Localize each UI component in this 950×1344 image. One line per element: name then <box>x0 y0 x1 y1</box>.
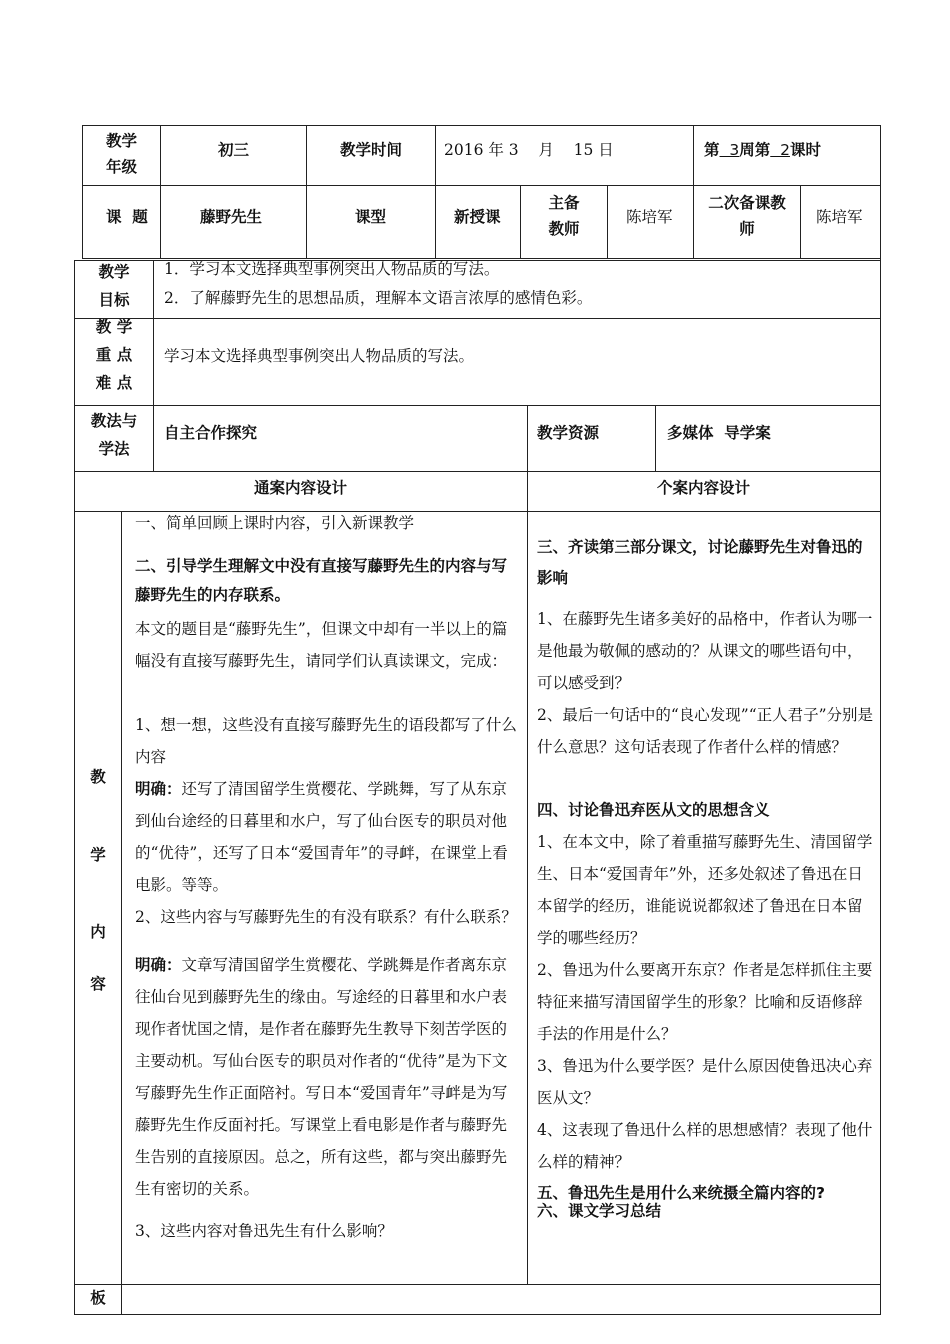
week-mid: 周第 <box>739 141 771 159</box>
resource-value: 多媒体 导学案 <box>667 424 771 442</box>
lesson-suffix: 课时 <box>789 141 821 159</box>
right-p6: 2、鲁迅为什么要离开东京？作者是怎样抓住主要特征来描写清国留学生的形象？比喻和反语修辞手法的作用是什么？ <box>537 961 873 1043</box>
topic-value: 藤野先生 <box>200 208 263 226</box>
right-column-header: 个案内容设计 <box>656 479 750 497</box>
key-label-1: 教 学 <box>95 318 133 336</box>
second-teacher-label: 二次备课教 师 <box>708 194 786 238</box>
date-value: 2016 年 3 月 15 日 <box>444 141 614 159</box>
right-p10: 六、课文学习总结 <box>537 1202 662 1220</box>
right-p4: 四、讨论鲁迅弃医从文的思想含义 <box>537 801 770 819</box>
left-p7-label: 明确： <box>135 955 182 974</box>
topic-label: 课 题 <box>106 208 148 226</box>
left-p7-text: 文章写清国留学生赏樱花、学跳舞是作者离东京往仙台见到藤野先生的缘由。写途经的日暮里和水户表现作者忧国之情，是作者在藤野先生教导下刻苦学医的主要动机。写仙台医专的职员对作者的“优待”是为下文写藤野先生作正面陪衬。写日本“爱国青年”寻衅是为写藤野先生作反面衬托。写课堂上看电影是作者与藤野先生告别的直接原因。总之，所有这些，都与突出藤野先生有密切的关系。 <box>135 956 508 1198</box>
main-teacher-value: 陈培军 <box>626 208 673 226</box>
right-p8: 4、这表现了鲁迅什么样的思想感情？表现了他什么样的精神？ <box>537 1121 873 1171</box>
content-label-4: 容 <box>90 975 106 993</box>
left-p2: 二、引导学生理解文中没有直接写藤野先生的内容与写藤野先生的内存联系。 <box>135 557 508 604</box>
content-label-2: 学 <box>90 846 106 864</box>
left-p5 <box>135 773 521 901</box>
right-p3: 2、最后一句话中的“良心发现”“正人君子”分别是什么意思？这句话表现了作者什么样的情感？ <box>537 706 874 756</box>
left-p5-label: 明确： <box>135 779 182 798</box>
content-label-1: 教 <box>90 768 106 786</box>
left-p8: 3、这些内容对鲁迅先生有什么影响？ <box>135 1222 393 1240</box>
right-p5: 1、在本文中，除了着重描写藤野先生、清国留学生、日本“爱国青年”外，还多处叙述了鲁迅在日本留学的经历，谁能说说都叙述了鲁迅在日本留学的哪些经历？ <box>537 833 873 947</box>
goals-label: 教学 目标 <box>98 263 130 309</box>
key-label-2: 重 点 <box>95 346 133 364</box>
left-p6: 2、这些内容与写藤野先生的有没有联系？有什么联系？ <box>135 908 517 926</box>
type-value: 新授课 <box>454 208 501 226</box>
time-label: 教学时间 <box>340 141 403 159</box>
left-p4: 1、想一想，这些没有直接写藤野先生的语段都写了什么内容 <box>135 716 517 766</box>
right-p7: 3、鲁迅为什么要学医？是什么原因使鲁迅决心弃医从文？ <box>537 1057 873 1107</box>
method-label: 教法与 学法 <box>90 412 138 458</box>
main-teacher-label: 主备 教师 <box>548 194 580 238</box>
method-value: 自主合作探究 <box>164 424 258 442</box>
type-label: 课型 <box>355 208 387 226</box>
left-p7 <box>135 949 521 1205</box>
key-label-3: 难 点 <box>95 374 133 392</box>
week-lesson <box>704 140 821 160</box>
resource-label: 教学资源 <box>537 424 600 442</box>
grade-value: 初三 <box>218 141 250 159</box>
left-p3: 本文的题目是“藤野先生”，但课文中却有一半以上的篇幅没有直接写藤野先生，请同学们认真读课文，完成： <box>135 620 508 670</box>
week-number: 3 <box>719 141 740 159</box>
goal-item-1: 1．学习本文选择典型事例突出人物品质的写法。 <box>164 260 500 278</box>
right-p1: 三、齐读第三部分课文，讨论藤野先生对鲁迅的影响 <box>537 538 863 587</box>
left-column-header: 通案内容设计 <box>253 479 347 497</box>
goal-item-2: 2．了解藤野先生的思想品质，理解本文语言浓厚的感情色彩。 <box>164 289 593 307</box>
grade-label: 教学 年级 <box>105 132 137 176</box>
right-p2: 1、在藤野先生诸多美好的品格中，作者认为哪一是他最为敬佩的感动的？从课文的哪些语句中，可以感受到？ <box>537 610 873 692</box>
left-p1: 一、简单回顾上课时内容，引入新课教学 <box>135 514 415 532</box>
board-label: 板 <box>90 1289 106 1307</box>
content-label-3: 内 <box>90 923 106 941</box>
second-teacher-value: 陈培军 <box>816 208 863 226</box>
right-p9: 五、鲁迅先生是用什么来统摄全篇内容的? <box>537 1184 825 1202</box>
left-p5-text: 还写了清国留学生赏樱花、学跳舞，写了从东京到仙台途经的日暮里和水户，写了仙台医专的职员对他的“优待”，还写了日本“爱国青年”的寻衅，在课堂上看电影。等等。 <box>135 780 508 894</box>
lesson-number: 2 <box>770 141 790 159</box>
week-prefix: 第 <box>704 141 720 159</box>
key-points-value: 学习本文选择典型事例突出人物品质的写法。 <box>164 347 475 365</box>
